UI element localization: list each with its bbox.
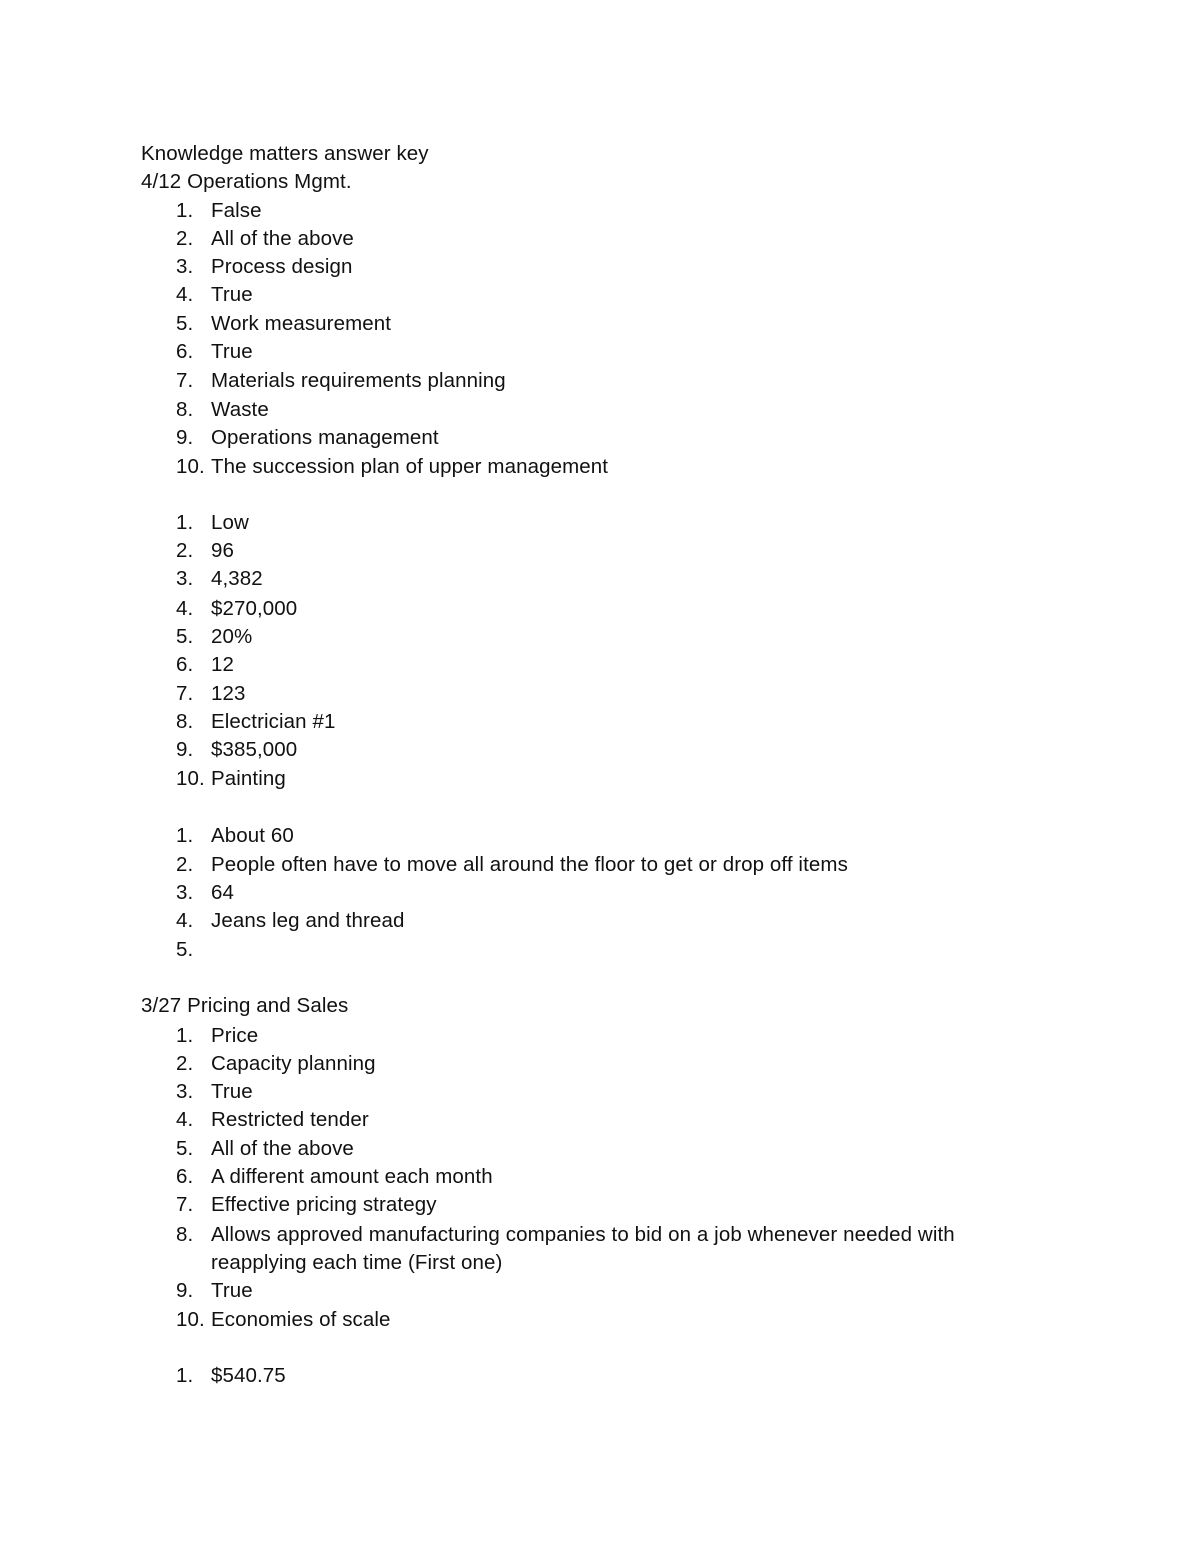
- document-page: Knowledge matters answer key 4/12 Operations Mgmt. 1. False 2. All of the above 3. Process design 4. True 5. Work measurement 6. True 7. Materials requirements planning 8. Waste 9. Operations management 10. The succession plan of upper management 1. Low 2. 96 3. 4,382 4. $270,000 5. 20% 6. 12 7. 123 8. Electrician #1 9. $385,000 10. Painting 1. About 60 2. People often have to move all around the floor to get or drop off items 3. 64 4. Jeans leg and thread 5. 3/27 Pricing and Sales 1. Price 2. Capacity planning 3. True 4. Restricted tender 5. All of the above 6. A different amount each month 7. Effective pricing strategy 8. Allows approved manufacturing companies to bid on a job whenever needed with reapplying each time (First one) 9. True 10. Economies of scale 1. $540.75: [141, 142, 955, 1387]
- section-heading-operations: 4/12 Operations Mgmt.: [141, 170, 352, 193]
- document-title: Knowledge matters answer key: [141, 142, 429, 165]
- section-heading-pricing: 3/27 Pricing and Sales: [141, 994, 349, 1017]
